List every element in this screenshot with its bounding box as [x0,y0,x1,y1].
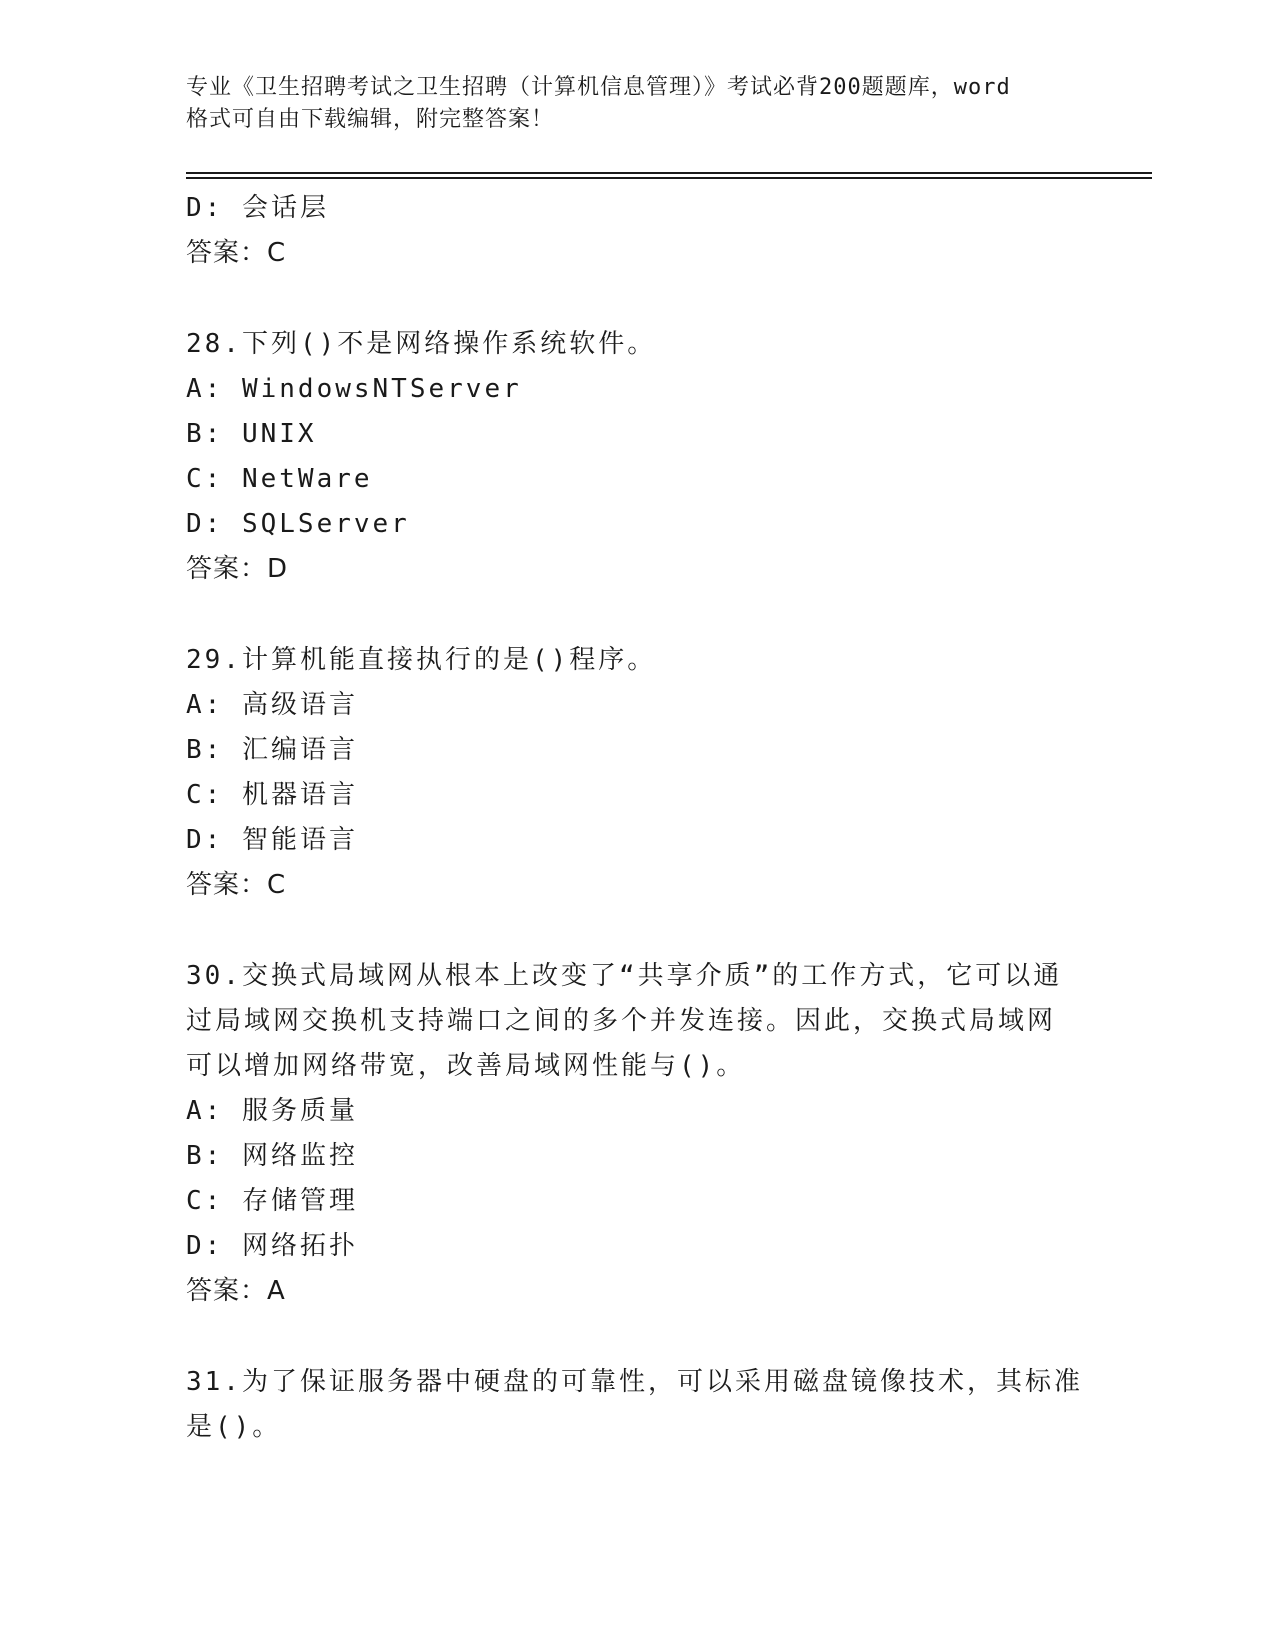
answer-line: 答案：C [186,870,287,900]
option-b: B: 网络监控 [186,1141,358,1171]
option-d: D: 会话层 [186,193,329,223]
option-a: A: 高级语言 [186,690,358,720]
question-30 [186,954,1086,1314]
document-header [186,72,1086,136]
option-d: D: 网络拓扑 [186,1231,358,1261]
question-stem-line-1: 30.交换式局域网从根本上改变了“共享介质”的工作方式，它可以通 [186,961,1063,991]
question-31 [186,1360,1086,1450]
option-b: B: UNIX [186,419,317,449]
question-list [186,186,1086,1450]
answer-line: 答案：D [186,554,289,584]
option-d: D: 智能语言 [186,825,358,855]
question-stem: 29.计算机能直接执行的是()程序。 [186,645,657,675]
header-rule-bottom [186,177,1152,179]
header-line-1: 专业《卫生招聘考试之卫生招聘（计算机信息管理）》考试必背200题题库，word [186,75,1011,100]
question-stem-line-2: 是()。 [186,1412,282,1442]
option-d: D: SQLServer [186,509,410,539]
question-stem-line-1: 31.为了保证服务器中硬盘的可靠性，可以采用磁盘镜像技术，其标准 [186,1367,1083,1397]
question-stem-line-2: 过局域网交换机支持端口之间的多个并发连接。因此，交换式局域网 [186,1006,1057,1036]
question-stem-line-3: 可以增加网络带宽，改善局域网性能与()。 [186,1051,746,1081]
option-c: C: 机器语言 [186,780,358,810]
option-a: A: 服务质量 [186,1096,358,1126]
question-29 [186,638,1086,908]
option-b: B: 汇编语言 [186,735,358,765]
question-stem: 28.下列()不是网络操作系统软件。 [186,329,657,359]
option-c: C: 存储管理 [186,1186,358,1216]
option-a: A: WindowsNTServer [186,374,522,404]
question-28 [186,322,1086,592]
previous-question-tail [186,186,1086,276]
answer-line: 答案：A [186,1276,286,1306]
header-rule-top [186,172,1152,174]
option-c: C: NetWare [186,464,373,494]
answer-line: 答案：C [186,238,287,268]
header-line-2: 格式可自由下载编辑，附完整答案！ [186,107,555,132]
